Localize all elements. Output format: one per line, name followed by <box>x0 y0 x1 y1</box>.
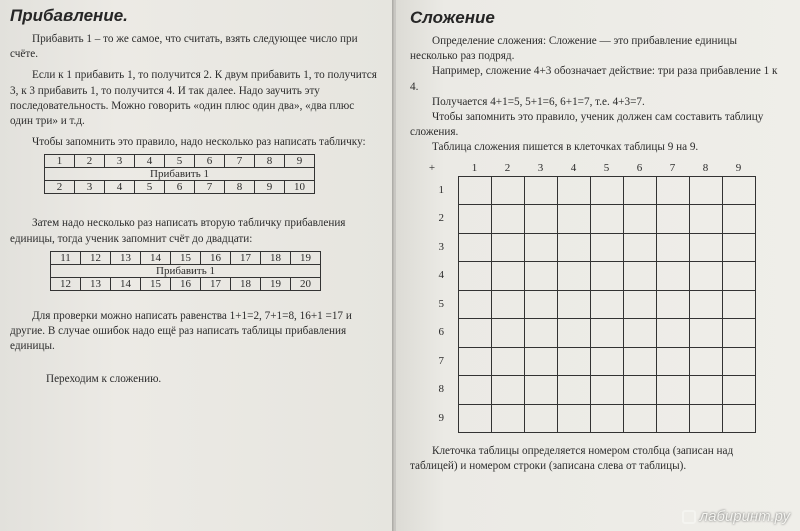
labirint-logo-icon <box>682 510 696 524</box>
table-cell: 13 <box>81 277 111 290</box>
grid-cell <box>689 204 722 233</box>
table-cell: 6 <box>195 155 225 168</box>
table-cell: 17 <box>231 251 261 264</box>
section-title-sum: Сложение <box>410 8 495 27</box>
grid-cell <box>689 233 722 262</box>
grid-cell <box>623 290 656 319</box>
grid-cell <box>458 204 491 233</box>
table-cell: 4 <box>135 155 165 168</box>
grid-cell <box>656 318 689 347</box>
grid-cell <box>524 204 557 233</box>
grid-cell <box>524 347 557 376</box>
grid-cell <box>623 404 656 433</box>
table-cell: 9 <box>255 181 285 194</box>
grid-cell <box>557 261 590 290</box>
grid-cell <box>722 176 755 205</box>
grid-cell <box>557 290 590 319</box>
table-cell: 12 <box>81 251 111 264</box>
grid-cell <box>491 261 524 290</box>
table-cell: 14 <box>141 251 171 264</box>
paragraph: Переходим к сложению. <box>46 373 162 386</box>
table-cell: 16 <box>171 277 201 290</box>
paragraph: Таблица сложения пишется в клеточках таблицы 9 на 9. <box>432 141 699 154</box>
grid-cell <box>722 375 755 404</box>
table-cell: 16 <box>201 251 231 264</box>
grid-cell <box>623 318 656 347</box>
grid-row-header: 5 <box>438 297 444 310</box>
table-cell: 10 <box>285 181 315 194</box>
grid-cell <box>557 204 590 233</box>
grid-cell <box>458 176 491 205</box>
grid-column-header: 3 <box>537 161 544 174</box>
grid-cell <box>590 233 623 262</box>
paragraph: Например, сложение 4+3 обозначает действие: три раза прибавление 1 к 4. <box>410 65 778 93</box>
grid-cell <box>722 318 755 347</box>
grid-column-header: 4 <box>570 161 577 174</box>
table-cell: 3 <box>105 155 135 168</box>
grid-cell <box>722 204 755 233</box>
grid-column-header: 1 <box>471 161 478 174</box>
grid-row-header: 4 <box>438 269 444 282</box>
grid-corner-plus: + <box>428 161 436 174</box>
grid-cell <box>524 176 557 205</box>
grid-cell <box>689 261 722 290</box>
grid-row-header: 2 <box>438 212 444 225</box>
add-one-table-1 <box>44 154 315 194</box>
grid-cell <box>689 404 722 433</box>
grid-cell <box>557 176 590 205</box>
grid-cell <box>623 204 656 233</box>
grid-cell <box>722 290 755 319</box>
grid-column-header: 2 <box>504 161 511 174</box>
grid-cell <box>656 176 689 205</box>
table-cell: 15 <box>171 251 201 264</box>
grid-row-header: 1 <box>438 183 444 196</box>
paragraph: Клеточка таблицы определяется номером столбца (записан над таблицей) и номером строки (записана слева от таблицы). <box>410 444 734 472</box>
addition-grid <box>410 162 782 442</box>
grid-cell <box>722 261 755 290</box>
grid-cell <box>623 375 656 404</box>
table-cell: 3 <box>75 181 105 194</box>
paragraph: Чтобы запомнить это правило, надо несколько раз написать табличку: <box>32 136 366 149</box>
table-cell: 9 <box>285 155 315 168</box>
grid-cell <box>524 261 557 290</box>
table-cell: 7 <box>225 155 255 168</box>
table-cell: 12 <box>51 277 81 290</box>
watermark-text: лабиринт.ру <box>699 508 790 525</box>
grid-cell <box>458 290 491 319</box>
grid-cell <box>590 290 623 319</box>
table-cell: 1 <box>45 155 75 168</box>
table-cell: 17 <box>201 277 231 290</box>
grid-cell <box>491 204 524 233</box>
grid-cell <box>524 318 557 347</box>
grid-cell <box>557 318 590 347</box>
paragraph: Прибавить 1 – то же самое, что считать, взять следующее число при счёте. <box>10 33 358 61</box>
grid-cell <box>656 347 689 376</box>
table-label: Прибавить 1 <box>51 264 321 277</box>
grid-cell <box>656 261 689 290</box>
grid-cell <box>524 233 557 262</box>
grid-cell <box>458 233 491 262</box>
paragraph: Получается 4+1=5, 5+1=6, 6+1=7, т.е. 4+3=7. <box>432 95 645 108</box>
grid-cell <box>491 233 524 262</box>
watermark <box>682 508 790 525</box>
grid-cell <box>656 404 689 433</box>
grid-cell <box>491 347 524 376</box>
right-page <box>396 0 800 531</box>
grid-cell <box>722 233 755 262</box>
table-cell: 8 <box>255 155 285 168</box>
grid-cell <box>623 261 656 290</box>
grid-cell <box>491 404 524 433</box>
grid-cell <box>590 318 623 347</box>
grid-cell <box>590 404 623 433</box>
left-page <box>0 0 394 531</box>
table-cell: 4 <box>105 181 135 194</box>
section-title-addition: Прибавление. <box>10 6 128 25</box>
grid-cell <box>458 404 491 433</box>
grid-cell <box>458 375 491 404</box>
grid-column-header: 9 <box>735 161 742 174</box>
grid-cell <box>656 204 689 233</box>
grid-cell <box>458 261 491 290</box>
table-cell: 8 <box>225 181 255 194</box>
grid-cell <box>557 404 590 433</box>
table-cell: 18 <box>261 251 291 264</box>
grid-cell <box>491 290 524 319</box>
grid-cell <box>623 347 656 376</box>
table-cell: 15 <box>141 277 171 290</box>
paragraph: Для проверки можно написать равенства 1+1=2, 7+1=8, 16+1 =17 и другие. В случае ошибок надо ещё раз написать таблицы прибавления единицы. <box>10 309 352 353</box>
grid-row-header: 9 <box>438 411 444 424</box>
grid-cell <box>590 261 623 290</box>
grid-cell <box>557 375 590 404</box>
grid-cell <box>689 176 722 205</box>
grid-cell <box>590 375 623 404</box>
grid-cell <box>590 347 623 376</box>
grid-cell <box>689 375 722 404</box>
grid-cell <box>491 318 524 347</box>
grid-cell <box>590 204 623 233</box>
grid-cells <box>458 176 756 434</box>
paragraph: Затем надо несколько раз написать вторую табличку прибавления единицы, тогда ученик запомнит счёт до двадцати: <box>10 217 346 245</box>
table-cell: 18 <box>231 277 261 290</box>
grid-cell <box>491 176 524 205</box>
grid-cell <box>491 375 524 404</box>
paragraph: Чтобы запомнить это правило, ученик должен сам составить таблицу сложения. <box>410 111 764 139</box>
grid-cell <box>590 176 623 205</box>
grid-cell <box>689 318 722 347</box>
table-cell: 14 <box>111 277 141 290</box>
grid-column-header: 5 <box>603 161 610 174</box>
table-cell: 13 <box>111 251 141 264</box>
grid-cell <box>524 375 557 404</box>
grid-row-header: 8 <box>438 383 444 396</box>
grid-column-header: 7 <box>669 161 676 174</box>
grid-cell <box>656 233 689 262</box>
grid-cell <box>689 347 722 376</box>
table-cell: 2 <box>75 155 105 168</box>
grid-row-header: 3 <box>438 240 444 253</box>
grid-cell <box>458 318 491 347</box>
table-cell: 5 <box>165 155 195 168</box>
grid-cell <box>557 347 590 376</box>
table-cell: 20 <box>291 277 321 290</box>
paragraph: Если к 1 прибавить 1, то получится 2. К двум прибавить 1, то получится 3, к 3 прибавить 1, то получится 4. И так далее. Надо заучить эту последовательность. Можно говорить «один плюс один два», «два плюс один три» и т.д. <box>10 69 377 128</box>
grid-cell <box>458 347 491 376</box>
grid-cell <box>689 290 722 319</box>
grid-cell <box>524 290 557 319</box>
table-cell: 19 <box>291 251 321 264</box>
grid-row-header: 6 <box>438 326 444 339</box>
grid-cell <box>722 404 755 433</box>
table-cell: 5 <box>135 181 165 194</box>
grid-column-header: 6 <box>636 161 643 174</box>
grid-column-header: 8 <box>702 161 709 174</box>
grid-cell <box>557 233 590 262</box>
grid-cell <box>623 233 656 262</box>
add-one-table-2 <box>50 251 321 291</box>
grid-cell <box>524 404 557 433</box>
grid-cell <box>722 347 755 376</box>
table-cell: 11 <box>51 251 81 264</box>
table-cell: 7 <box>195 181 225 194</box>
paragraph: Определение сложения: Сложение — это прибавление единицы несколько раз подряд. <box>410 35 738 63</box>
table-cell: 2 <box>45 181 75 194</box>
grid-cell <box>656 375 689 404</box>
grid-cell <box>656 290 689 319</box>
grid-cell <box>623 176 656 205</box>
table-label: Прибавить 1 <box>45 168 315 181</box>
grid-row-header: 7 <box>438 354 444 367</box>
table-cell: 19 <box>261 277 291 290</box>
table-cell: 6 <box>165 181 195 194</box>
